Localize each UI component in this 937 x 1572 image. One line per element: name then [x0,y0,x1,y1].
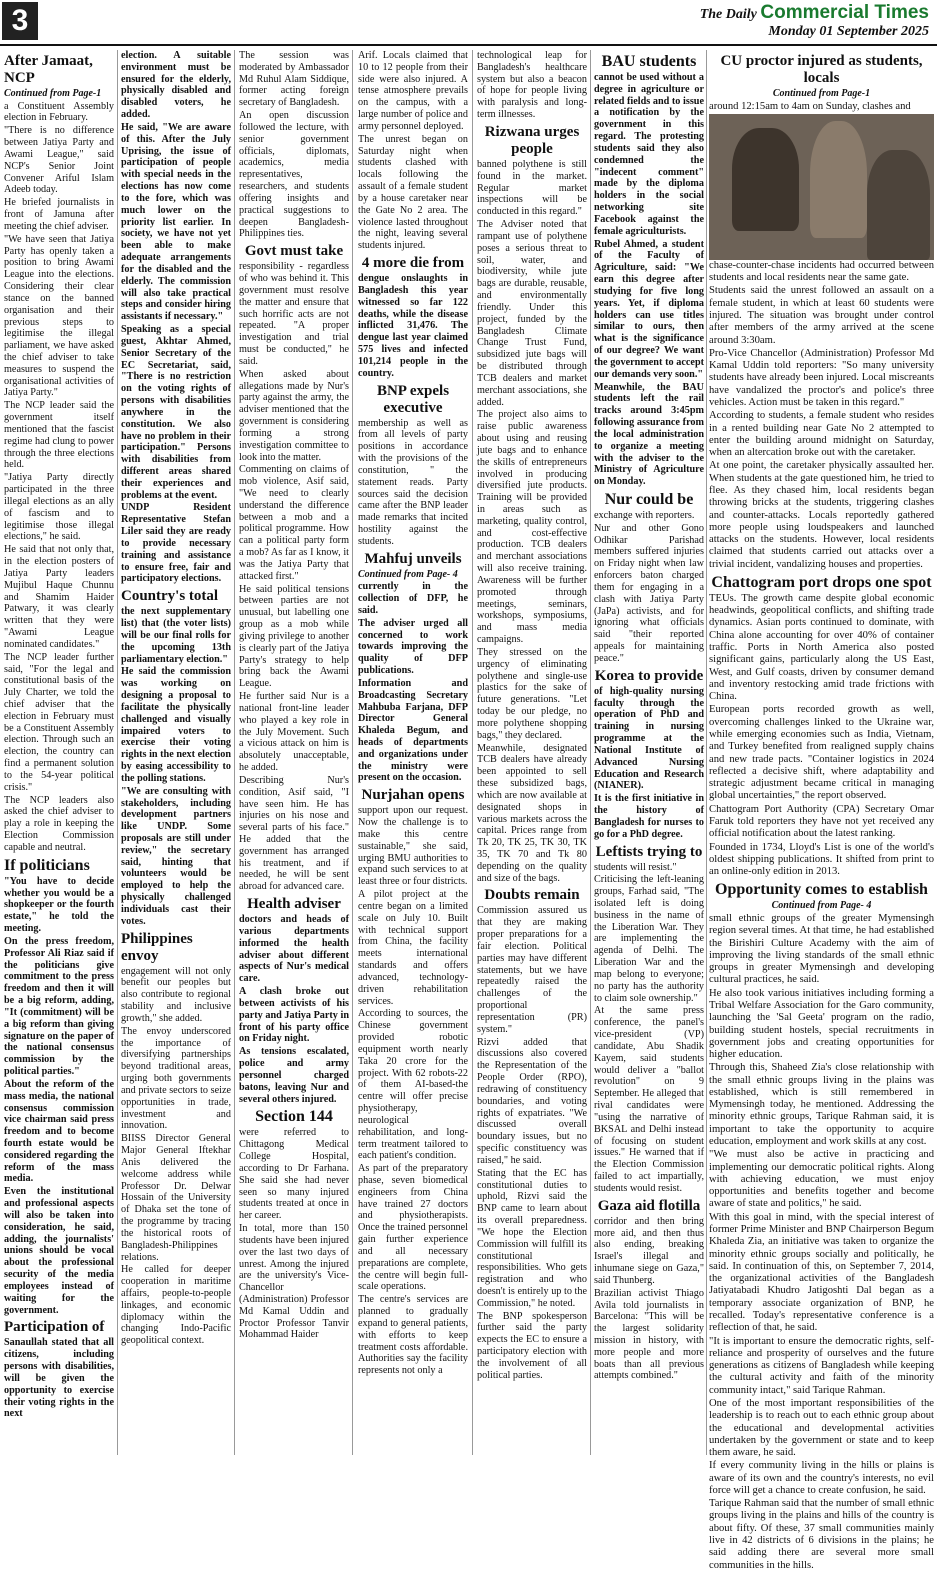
paragraph: small ethnic groups of the greater Mymensingh region several times. At that time, he had established the Birishiri Culture Academy with the aim of improving the living standards of the small ethnic groups in greater Mymensingh and developing cultural practices, he said. [709,912,934,986]
paragraph: With this goal in mind, with the special interest of former Prime Minister and BNP Chairperson Begum Khaleda Zia, an initiative was taken to organize the minority ethnic groups socially and politically, he said. In continuation of this, on September 7, 2014, the organizational activities of the Bangladesh Jatiyatabadi Khudro Jatigoshti Dal began as a temporary associate organization of BNP, he recalled. Today's representative conference is a reflection of that, he said. [709,1211,934,1334]
paragraph: cannot be used without a degree in agriculture or related fields and to issue a notification by the government in this regard. The protesting students said they also condemned the "indecent comment" made by the diploma holders in the social networking site Facebook against the female agriculturists. [594,72,704,237]
paragraph: An open discussion followed the lecture, with senior government officials, diplomats, academics, media representatives, researchers, and students offering insights and practical suggestions to deepen Bangladesh-Philippines ties. [239,110,349,240]
paragraph: currently in the collection of DFP, he said. [358,581,468,616]
paragraph: Information and Broadcasting Secretary Mahbuba Farjana, DFP Director General Khaleda Begum, and heads of departments and organizations under the ministry were present on the occasion. [358,677,468,784]
headline-bau-students: BAU students [601,53,697,70]
paragraph: According to sources, the Chinese government provided robotic equipment worth nearly Taka 20 crore for the project. With 62 robots-22 of them AI-based-the centre will offer precise physiotherapy, neurological rehabilitation, and long-term treatment tailored to each patient's condition. [358,1008,468,1162]
headline-4-more-die: 4 more die from [361,255,465,272]
paragraph: Sanaullah stated that all citizens, including persons with disabilities, will be given the opportunity to exercise their voting rights in the next [4,1337,114,1420]
article-body [4,101,114,854]
paragraph: Students said the unrest followed an assault on a female student, in which at least 60 students were injured. The situation was brought under control after members of the army arrived at the scene around 3:30am. [709,285,934,346]
article-body [477,50,587,121]
article-body [121,966,231,1348]
headline-leftists-trying: Leftists trying to [595,843,703,860]
paragraph: dengue onslaughts in Bangladesh this year witnessed so far 122 deaths, while the disease inflicted 31,476. The dengue last year claimed 575 lives and infected 101,214 people in the country. [358,273,468,379]
headline-health-adviser: Health adviser [247,896,341,913]
article-body [358,50,468,252]
paragraph: "We have seen that Jatiya Party has openly taken a position to bring Awami League into the elections. Considering their clear stance on the banned organisation and their previous steps to legitimise the illegal parliament, we have asked the chief adviser to take measures to suspend the organisational activities of Jatiya Party." [4,233,114,399]
headline-chattogram-port: Chattogram port drops one spot [711,573,932,591]
headline-doubts-remain: Doubts remain [484,887,580,904]
paragraph: UNDP Resident Representative Stefan Liler said they are ready to provide necessary training and assistance to ensure free, fair and participatory elections. [121,502,231,585]
column-4 [358,50,468,1458]
headline-participation: Participation of [4,1319,105,1336]
paragraph: As tensions escalated, police and army personnel charged batons, leaving Nur and several others injured. [239,1046,349,1105]
column-2 [121,50,231,1458]
paragraph: support upon our request. Now the challenge is to make this centre sustainable," she said, urging BMU authorities to expand such services to at least three or four districts. [358,805,468,888]
paragraph: The NCP leader said the government itself mentioned that the fascist regime had clung to power through the three elections held. [4,400,114,471]
article-body [239,1127,349,1341]
paragraph: Meanwhile, the BAU students left the rail tracks around 3:45pm following assurance from the local administration to organize a meeting with the adviser to the Ministry of Agriculture on Monday. [594,381,704,488]
newspaper-name-part2: Commercial Times [760,2,929,23]
continued-label: Continued from Page- 4 [358,568,458,580]
paragraph: Founded in 1734, Lloyd's List is one of the world's oldest shipping publications. It shifted from print to an online-only edition in 2013. [709,841,934,878]
masthead-rule [0,44,937,46]
paragraph: "Jatiya Party directly participated in the three illegal elections as an ally of fascism and to legitimise those illegal elections," he said. [4,472,114,543]
paragraph: The envoy underscored the importance of diversifying partnerships beyond traditional areas, urging both governments and private sectors to seize opportunities in trade, investment and innovation. [121,1025,231,1132]
masthead [0,0,937,46]
paragraph: At the same press conference, the panel's vice-president (VP) candidate, Abu Shadik Kayem, said students would deliver a "ballot revolution" on 9 September. He alleged that rival candidates were "using the narrative of BKSAL and Delhi instead of focusing on student issues." He warned that if the Election Commission failed to act impartially, students would resist. [594,1005,704,1194]
article-body [239,261,349,893]
paragraph: In total, more than 150 students have been injured over the last two days of unrest. Among the injured are the university's Vice-Chancellor (Administration) Professor Md Kamal Uddin and Proctor Professor Tanvir Mohammad Haider [239,1223,349,1341]
paragraph: Tarique Rahman said that the number of small ethnic groups living in the plains and hills of the country is about fifty. Of these, 37 small communities mainly live in 42 districts of 6 divisions in the plains; he said adding there are several more small communities in the hills. [709,1498,934,1571]
paragraph: They stressed on the urgency of eliminating polythene and single-use plastics for the sake of future generations. "Let today be our pledge, no more polythene shopping bags," they declared. [477,646,587,741]
paragraph: "We must also be active in practicing and implementing our democratic political rights. Along with achieving education, we must enjoy opportunities and benefits together and become aware of state and politics," he said. [709,1149,934,1210]
article-body [709,593,934,878]
paragraph: TEUs. The growth came despite global economic headwinds, geopolitical conflicts, and shifting trade dynamics. Asian ports continued to dominate, with China alone accounting for over 40% of container traffic. Ports in North America also posted significant gains, particularly along the US East, West, and Gulf coasts, driven by consumer demand and inventory restocking amid trade frictions with China. [709,592,934,703]
paragraph: At one point, the caretaker physically assaulted her. When students at the gate questioned him, he tried to flee. As they chased him, local residents began throwing bricks at the students, triggering clashes and counter-attacks. Locals reportedly gathered more people using loudspeakers and launched attacks on the students. However, local residents claimed that students carried out attacks over a trivial incident, vandalizing houses and properties. [709,460,934,570]
paragraph: a Constituent Assembly election in February. [4,100,114,124]
headline-countrys-total: Country's total [121,588,219,605]
paragraph: The NCP leader further said, "For the legal and constitutional basis of the July Charter, we told the chief adviser that the election in February must be a Constituent Assembly election. Through such an election, the country can find a permanent solution to the 54-year political crisis." [4,651,114,793]
headline-nurjahan-opens: Nurjahan opens [361,787,465,804]
article-body [358,805,468,1377]
paragraph: were referred to Chittagong Medical College Hospital, according to Dr Farhana. She said she had never seen so many injured students treated at once in her career. [239,1127,349,1222]
article-body [121,50,231,585]
article-body [358,273,468,379]
paragraph: Pro-Vice Chancellor (Administration) Professor Md Kamal Uddin told reporters: "So many university students have already been injured. Local miscreants have vandalized the proctor's and police's three vehicles. Action must be taken in this regard." [709,347,934,408]
news-photo-students [709,114,934,260]
paragraph: responsibility - regardless of who was behind it. This government must resolve the matter and ensure that such horrific acts are not repeated. "A proper investigation and trial must be conducted," he said. [239,261,349,367]
paragraph: Stating that the EC has constitutional duties to uphold, Rizvi said the BNP came to learn about its overall preparedness. "We hope the Election Commission will fulfill its constitutional responsibilities. Who gets registration and who doesn't is entirely up to the Commission," he noted. [477,1167,587,1309]
paragraph: Nur and other Gono Odhikar Parishad members suffered injuries on Friday night when law enforcers baton charged them for engaging in a clash with Jatiya Party (JaPa) activists, and for ignoring what officials said "their reported appeals for maintaining peace." [594,522,704,664]
column-6 [594,50,704,1458]
paragraph: Describing Nur's condition, Asif said, "I have seen him. He has injuries on his nose and several parts of his face." He added that the government has arranged his treatment, and if needed, he will be sent abroad for advanced care. [239,774,349,893]
paragraph: "You have to decide whether you would be a shopkeeper or the fourth estate," he told the meeting. [4,875,114,935]
paragraph: technological leap for Bangladesh's healthcare system but also a beacon of hope for people living with paralysis and long-term illnesses. [477,50,587,121]
paragraph: A pilot project at the centre began on a limited scale on July 10. Built with technical support from China, the facility meets international standards and offers advanced, technology-driven rehabilitation services. [358,889,468,1007]
paragraph: European ports recorded growth as well, overcoming challenges linked to the Ukraine war, while emerging economies such as India, Vietnam, and Turkey benefited from realigned supply chains and new trade pacts. "Container logistics in 2024 reflected a decisive shift, where adaptability and strategic adjustment became critical in managing global uncertainties," the report observed. [709,704,934,802]
newspaper-name [700,2,929,24]
paragraph: of high-quality nursing faculty through the operation of PhD and training in nursing programme at the National Institute of Advanced Nursing Education and Research (NIANER). [594,685,704,792]
headline-after-jamaat: After Jamaat, NCP [4,53,93,86]
article-body [4,1337,114,1420]
paragraph: Speaking as a special guest, Akhtar Ahmed, Senior Secretary of the EC Secretariat, said, "There is no restriction on the voting rights of persons with disabilities anywhere in the constitution. We also have no problem in their participation." Persons with disabilities from different areas shared their experiences and problems at the event. [121,324,231,501]
article-body [358,418,468,548]
issue-date: Monday 01 September 2025 [768,24,929,39]
paragraph: around 12:15am to 4am on Sunday, clashes and [709,100,911,112]
paragraph: He called for deeper cooperation in maritime affairs, people-to-people linkages, and economic diplomacy within the changing Indo-Pacific geopolitical context. [121,1264,231,1347]
headline-korea-to-provide: Korea to provide [594,667,704,684]
paragraph: "It is important to ensure the democratic rights, self-reliance and prosperity of ourselves and the future generations as citizens of Bangladesh while keeping the cultural activity and faith of the minority community intact," said Tarique Rahman. [709,1335,934,1396]
column-divider [352,50,353,1455]
paragraph: engagement will not only benefit our peoples but also contribute to regional stability and inclusive growth," she added. [121,965,231,1024]
headline-rizwana-urges: Rizwana urges people [484,123,580,157]
column-divider [234,50,235,1455]
article-body [239,50,349,240]
article-body [594,1216,704,1383]
paragraph: A clash broke out between activists of his party and Jatiya Party in front of his party office on Friday night. [239,986,349,1045]
article-body [709,913,934,1572]
article-body [594,72,704,488]
paragraph: Criticising the left-leaning groups, Farhad said, "The isolated left is doing business in the name of the Liberation War. They are implementing the agenda of Delhi. The Liberation War and the map belong to everyone; no party has the authority to claim sole ownership." [594,874,704,1004]
paragraph: When asked about allegations made by Nur's party against the army, the adviser mentioned that the government is considering forming a strong investigation committee to look into the matter. [239,368,349,463]
paragraph: He also took various initiatives including forming a Tribal Welfare Association for the Garo community, launching the 'Sal Geeta' program on the radio, building student hostels, special recruitments in government jobs and creating opportunities for higher education. [709,987,934,1061]
paragraph: BIISS Director General Major General Iftekhar Anis delivered the welcome address while Professor Dr. Delwar Hossain of the University of Dhaka set the tone of the programme by tracing the historical roots of Bangladesh-Philippines relations. [121,1133,231,1263]
paragraph: He said, "We are aware of this. After the July Uprising, the issue of participation of people with special needs in the elections has now come to the fore, which was much lower on the priority list earlier. In society, we have not yet been able to make adequate arrangements for the disabled and the elderly. The commission will also take practical steps and consider hiring assistants if necessary." [121,121,231,323]
paragraph: doctors and heads of various departments informed the health adviser about different aspects of Nur's medical care. [239,914,349,985]
headline-if-politicians: If politicians [4,856,90,874]
paragraph: "There is no difference between Jatiya Party and Awami League," said NCP's Senior Joint Convener Ariful Islam Adeeb today. [4,125,114,196]
paragraph: Meanwhile, designated TCB dealers have already been appointed to sell these subsidized bags, which are now available at designated shops in various markets across the capital. Prices range from Tk 20, TK 25, TK 30, TK 35, TK 70 and Tk 80 depending on the quality and size of the bags. [477,742,587,884]
paragraph: He said the commission was working on designing a proposal to facilitate the physically challenged and visually impaired voters to exercise their voting rights in the next election by easing accessibility to the polling stations. [121,666,231,784]
headline-mahfuj-unveils: Mahfuj unveils [364,550,462,567]
paragraph: Through this, Shaheed Zia's close relationship with the small ethnic groups living in the plains was established, which is still remembered in Mymensingh today, he mentioned. Addressing the minority ethnic groups, Tarique Rahman said, it is important to take the opportunity to acquire education, employment and work skills at any cost. [709,1062,934,1148]
article-body [594,862,704,1195]
paragraph: One of the most important responsibilities of the leadership is to reach out to each ethnic group about the educational and developmental activities undertaken by the government or state and to keep them aware, he said. [709,1397,934,1459]
headline-philippines-envoy: Philippines envoy [121,930,193,964]
column-divider [117,50,118,1455]
newspaper-name-part1: The Daily [699,7,757,22]
article-body [594,510,704,665]
article-body [594,686,704,841]
headline-govt-must-take: Govt must take [244,243,344,260]
article-body [477,159,587,885]
column-3 [239,50,349,1458]
paragraph: According to students, a female student who resides in a rented building near Gate No 2 attempted to enter the building around midnight on Saturday, when an altercation broke out with the caretaker. [709,410,934,459]
paragraph: "We are consulting with stakeholders, including development partners like UNDP. Some proposals are still under review," the secretary said, hinting that volunteers would be employed to help the physically challenged individuals cast their votes. [121,785,231,927]
paragraph: Rizvi added that discussions also covered the Representation of the People Order (RPO), redrawing of constituency boundaries, and voting rights of expatriates. "We discussed overall boundary issues, but no specific constituency was raised," he said. [477,1036,587,1166]
paragraph: On the press freedom, Professor Ali Riaz said if the politicians give commitment to the press freedom and then it will be a big reform, adding, "It (commitment) will be a big reform than giving signature on the paper of the national consensus commission by the political parties." [4,935,114,1078]
paragraph: Arif. Locals claimed that 10 to 12 people from their side were also injured. A tense atmosphere prevails on the campus, with a large number of police and army personnel deployed. [358,50,468,132]
continued-label: Continued from Page- 4 [771,900,872,912]
paragraph: He said that not only that, in the election posters of Jatiya Party leaders Mujibul Haque Chunnu and Shamim Haider Patwary, it was clearly written that they were "Awami League nominated candidates." [4,544,114,650]
paragraph: The adviser urged all concerned to work towards improving the quality of DFP publications. [358,617,468,677]
paragraph: Commission assured us that they are making proper preparations for a fair election. Political parties may have different statements, but we have repeatedly raised the challenges of the proportional representation (PR) system." [477,905,587,1035]
paragraph: It is the first initiative in the history of Bangladesh for nurses to go for a PhD degree. [594,793,704,840]
article-body [121,606,231,927]
headline-nur-could-be: Nur could be [604,490,694,508]
article-body [709,260,934,571]
paragraph: election. A suitable environment must be ensured for the elderly, physically disabled and disabled voters, he added. [121,50,231,121]
paragraph: students will resist." [594,861,677,873]
article-body [239,914,349,1105]
paragraph: The NCP leaders also asked the chief adviser to play a role in keeping the Election Commission capable and neutral. [4,794,114,853]
paragraph: He briefed journalists in front of Jamuna after meeting the chief adviser. [4,197,114,232]
paragraph: Brazilian activist Thiago Avila told journalists in Barcelona: "This will be the largest solidarity mission in history, with more people and more boats than all previous attempts combined." [594,1287,704,1382]
paragraph: The project also aims to raise public awareness about using and reusing jute bags and to enhance the skills of entrepreneurs involved in producing diversified jute products. Training will be provided in areas such as marketing, quality control, and cost-effective production. TCB dealers and merchant associations will also receive training. Awareness will be further promoted through meetings, seminars, workshops, symposiums, and mass media campaigns. [477,409,587,646]
paragraph: He said political tensions between parties are not unusual, but labelling one group as a mob while giving privilege to another is clearly part of the Jatiya Party's strategy to help bring back the Awami League. [239,583,349,690]
paragraph: The session was moderated by Ambassador Md Ruhul Alam Siddique, former acting foreign secretary of Bangladesh. [239,50,349,109]
column-divider [472,50,473,1455]
headline-bnp-expels: BNP expels executive [376,382,450,416]
column-7 [709,50,934,1571]
paragraph: corridor and then bring more aid, and then thus also ending, breaking Israel's illegal and inhumane siege on Gaza," said Thunberg. [594,1215,704,1286]
paragraph: Even the institutional and professional aspects will also be taken into consideration, he said, adding, the journalists' unions should be vocal about the professional security of the media employees instead of waiting for the government. [4,1186,114,1316]
paragraph: exchange with reporters. [594,509,695,521]
paragraph: membership as well as from all levels of party positions in accordance with the provisions of the constitution, " the statement reads. Party sources said the decision came after the BNP leader made remarks that incited hostility against the students. [358,417,468,547]
column-divider [706,50,707,1455]
article-body [709,101,934,113]
paragraph: If every community living in the hills or plains is aware of its own and the country's interests, no evil force will get a chance to create confusion, he said. [709,1460,934,1496]
paragraph: chase-counter-chase incidents had occurred between students and local residents near the same gate. [709,259,934,284]
column-divider [590,50,591,1455]
headline-opportunity-comes: Opportunity comes to establish [715,881,928,899]
paragraph: He further said Nur is a national front-line leader who played a key role in the July Movement. Such a vicious attack on him is absolutely unacceptable, he added. [239,691,349,774]
paragraph: the next supplementary list) that (the voter lists) will be our final rolls for the upcoming 13th parliamentary election." [121,606,231,665]
headline-cu-proctor: CU proctor injured as students, locals [720,53,923,86]
article-body [477,905,587,1381]
column-1 [4,50,114,1458]
paragraph: The unrest began on Saturday night when students clashed with locals following the assault of a female student by a house caretaker near the Gate No 2 area. The violence lasted throughout the night, leaving several students injured. [358,133,468,252]
paragraph: banned polythene is still found in the market. Regular market inspections will be conducted in this regard." [477,158,587,218]
paragraph: Rubel Ahmed, a student of the Faculty of Agriculture, said: "We earn this degree after studying for five long years. Yet, if diploma holders can use titles similar to ours, then what is the significance of our degree? We want the government to accept our demands very soon." [594,238,704,380]
paragraph: The BNP spokesperson further said the party expects the EC to ensure a participatory election with the involvement of all political parties. [477,1310,587,1381]
headline-gaza-aid-flotilla: Gaza aid flotilla [597,1197,701,1214]
continued-label: Continued from Page-1 [4,88,102,99]
paragraph: Commenting on claims of mob violence, Asif said, "We need to clearly understand the difference between a mob and a political programme. How can a political party form a mob? As far as I know, it was the Jatiya Party that attacked first." [239,464,349,582]
article-body [4,876,114,1317]
continued-label: Continued from Page-1 [772,88,871,99]
paragraph: Chattogram Port Authority (CPA) Secretary Omar Faruk told reporters they have not yet received any official notification about the latest ranking. [709,803,934,840]
paragraph: The Adviser noted that rampant use of polythene poses a serious threat to soil, water, and biodiversity, while jute bags are durable, reusable, and environmentally friendly. Under this project, funded by the Bangladesh Climate Change Trust Fund, subsidized jute bags will be distributed through TCB dealers and market merchant associations, she added. [477,219,587,408]
paragraph: As part of the preparatory phase, seven biomedical engineers from China have trained 27 doctors and physiotherapists. Once the trained personnel gain further experience and all necessary preparations are complete, the centre will begin full-scale operations. [358,1163,468,1293]
paragraph: About the reform of the mass media, the national consensus commission vice chairman said press freedom and to become fourth estate would be considered regarding the reform of the mass media. [4,1078,114,1185]
headline-section-144: Section 144 [255,1108,333,1126]
page-number: 3 [2,2,38,40]
column-5 [477,50,587,1458]
article-body [358,581,468,784]
paragraph: The centre's services are planned to gradually expand to general patients, with efforts to keep treatment costs affordable. Authorities say the facility represents not only a [358,1294,468,1377]
